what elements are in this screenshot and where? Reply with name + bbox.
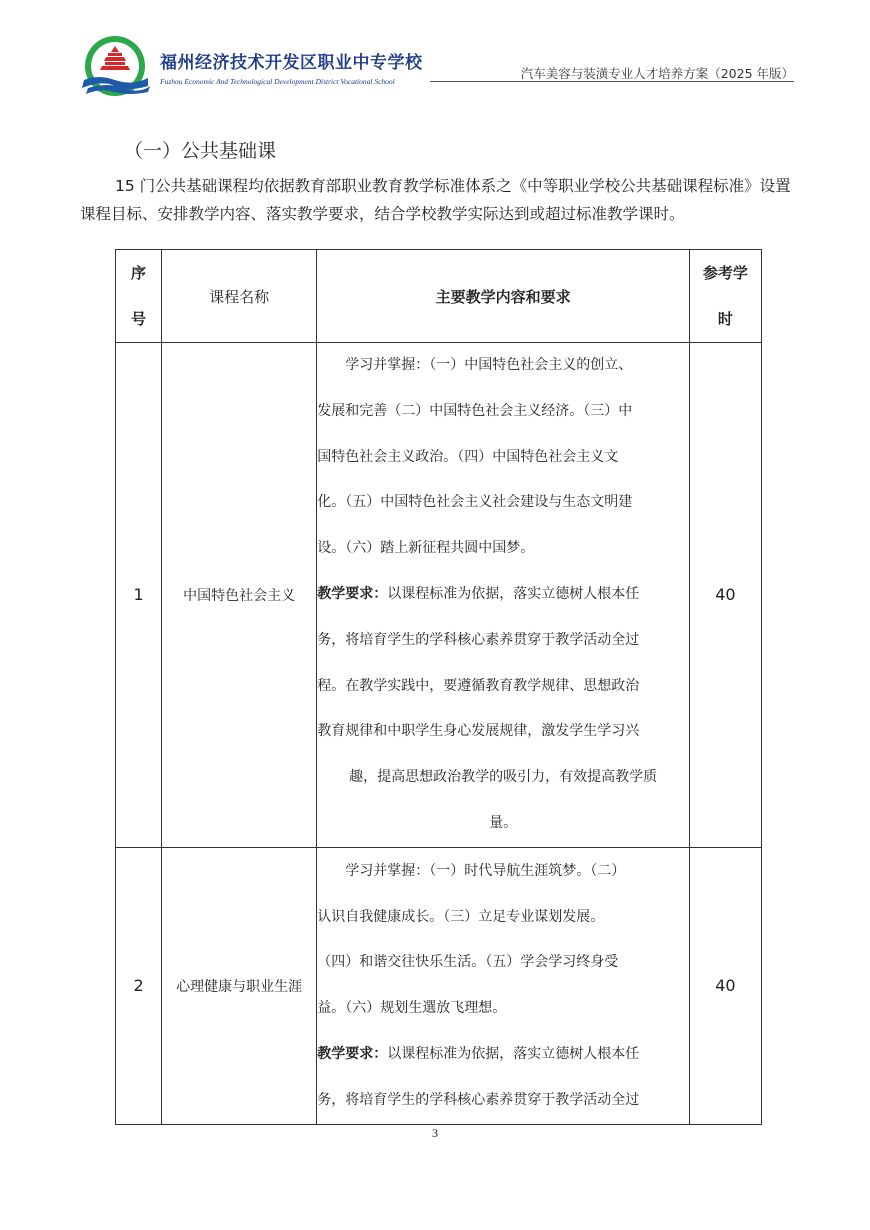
content-requirement-block: 教学要求：以课程标准为依据，落实立德树人根本任 务，将培育学生的学科核心素养贯穿于教学活动全过 程。在教学实践中，要遵循教育教学规律、思想政治 教育规律和中职学生身心发展规律，激发学生学习兴 趣，提高思想政治教学的吸引力，有效提高教学质 量。 bbox=[317, 585, 658, 831]
table-header-row bbox=[116, 250, 762, 343]
document-title: 汽车美容与装潢专业人才培养方案（2025 年版） bbox=[520, 66, 794, 81]
row-serial-number: 1 bbox=[116, 343, 162, 848]
school-name: 福州经济技术开发区职业中专学校 bbox=[160, 53, 423, 73]
row-serial-number: 2 bbox=[116, 847, 162, 1124]
header-reference-hours: 参考学 时 bbox=[689, 250, 761, 343]
header-main-content: 主要教学内容和要求 bbox=[317, 250, 690, 343]
page-header bbox=[78, 34, 794, 104]
table-row bbox=[116, 847, 762, 1124]
school-name-english: Fuzhou Economic And Technological Development District Vocational School bbox=[160, 77, 395, 86]
row-course-name: 中国特色社会主义 bbox=[162, 343, 317, 848]
page-number: 3 bbox=[432, 1126, 438, 1140]
section-heading: （一）公共基础课 bbox=[124, 140, 277, 162]
requirement-label: 教学要求： bbox=[317, 585, 388, 602]
header-course-name: 课程名称 bbox=[162, 250, 317, 343]
content-study-block: 学习并掌握：（一）时代导航生涯筑梦。（二） 认识自我健康成长。（三）立足专业谋划发展。 （四）和谐交往快乐生活。（五）学会学习终身受 益。（六）规划生選放飞理想。 bbox=[317, 862, 626, 1017]
school-logo-icon bbox=[78, 34, 152, 102]
intro-text: 15 门公共基础课程均依据教育部职业教育教学标准体系之《中等职业学校公共基础课程标准》设置课程目标、安排教学内容、落实教学要求，结合学校教学实际达到或超过标准教学课时。 bbox=[80, 177, 791, 223]
header-serial-number: 序 号 bbox=[116, 250, 162, 343]
row-content bbox=[317, 343, 690, 848]
row-reference-hours: 40 bbox=[689, 847, 761, 1124]
course-table bbox=[115, 249, 762, 1125]
content-study-block: 学习并掌握：（一）中国特色社会主义的创立、 发展和完善（二）中国特色社会主义经济。（三）中 国特色社会主义政治。（四）中国特色社会主义文 化。（五）中国特色社会主义社会建设与生态文明建 设。（六）踏上新征程共圆中国梦。 bbox=[317, 357, 633, 557]
intro-paragraph bbox=[80, 172, 796, 228]
header-divider bbox=[430, 81, 794, 82]
row-content bbox=[317, 847, 690, 1124]
requirement-label: 教学要求： bbox=[317, 1045, 388, 1062]
content-requirement-block: 教学要求：以课程标准为依据，落实立德树人根本任 务，将培育学生的学科核心素养贯穿于教学活动全过 bbox=[317, 1045, 640, 1108]
table-row bbox=[116, 343, 762, 848]
row-reference-hours: 40 bbox=[689, 343, 761, 848]
row-course-name: 心理健康与职业生涯 bbox=[162, 847, 317, 1124]
